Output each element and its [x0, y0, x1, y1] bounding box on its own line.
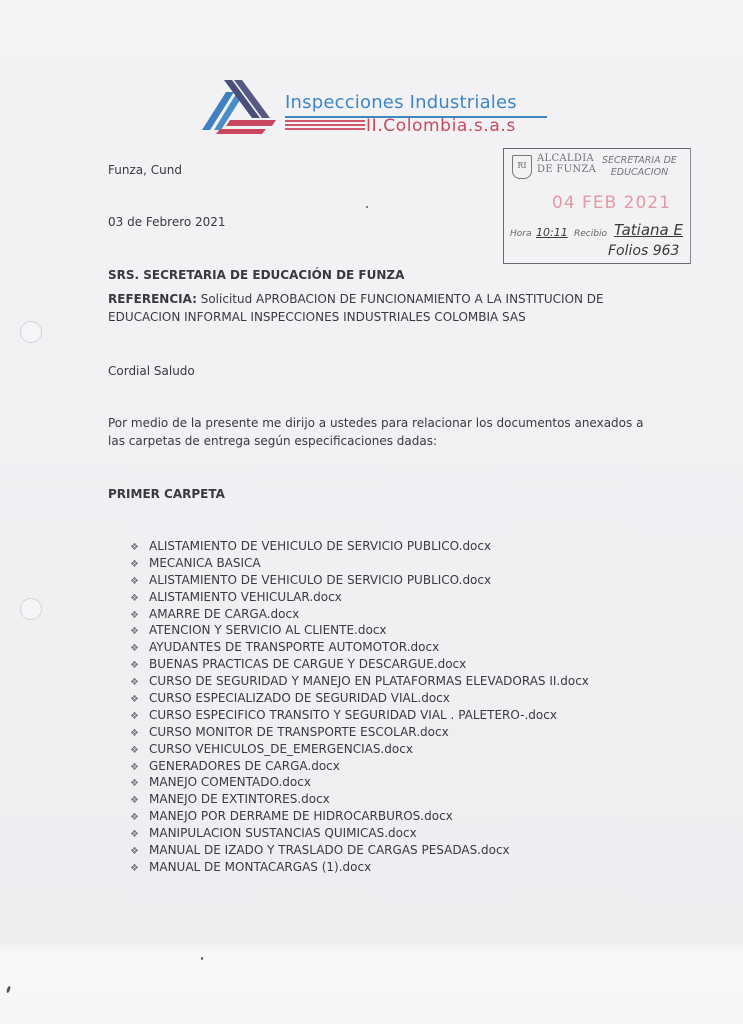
scan-speck — [366, 206, 368, 208]
list-item — [130, 555, 589, 572]
diamond-bullet-icon: ❖ — [130, 778, 139, 790]
list-item — [130, 606, 589, 623]
stamp-folios: Folios 963 — [608, 243, 680, 259]
document-name: GENERADORES DE CARGA.docx — [149, 758, 340, 773]
document-name: CURSO ESPECIFICO TRANSITO Y SEGURIDAD VIAL . PALETERO-.docx — [149, 707, 557, 722]
diamond-bullet-icon: ❖ — [130, 542, 139, 553]
page-fold-line — [0, 953, 743, 955]
company-letterhead — [188, 78, 558, 138]
letter-date: 03 de Febrero 2021 — [108, 215, 226, 229]
list-item — [130, 791, 589, 808]
stamp-entity: ALCALDIA DE FUNZA — [537, 153, 597, 175]
document-name: ATENCION Y SERVICIO AL CLIENTE.docx — [149, 623, 387, 638]
document-name: CURSO ESPECIALIZADO DE SEGURIDAD VIAL.docx — [149, 691, 450, 706]
stamp-recibio-signature: Tatiana E — [614, 221, 683, 239]
list-item — [130, 589, 589, 606]
stamp-department: SECRETARIA DE EDUCACION — [602, 155, 677, 178]
punch-hole-top — [20, 321, 42, 343]
list-item — [130, 673, 589, 690]
body-line2: las carpetas de entrega según especificaciones dadas: — [108, 434, 438, 448]
document-name: ALISTAMIENTO DE VEHICULO DE SERVICIO PUBLICO.docx — [149, 572, 492, 587]
diamond-bullet-icon: ❖ — [130, 677, 139, 689]
diamond-bullet-icon: ❖ — [130, 846, 139, 858]
section-title: PRIMER CARPETA — [108, 487, 225, 501]
document-name: AYUDANTES DE TRANSPORTE AUTOMOTOR.docx — [149, 640, 440, 655]
document-name: ALISTAMIENTO DE VEHICULO DE SERVICIO PUBLICO.docx — [149, 539, 492, 553]
reference-line1: REFERENCIA: Solicitud APROBACION DE FUNCIONAMIENTO A LA INSTITUCION DE — [108, 292, 604, 306]
stamp-hora-label: Hora — [510, 229, 532, 239]
diamond-bullet-icon: ❖ — [130, 862, 139, 874]
company-name-line1: Inspecciones Industriales — [285, 92, 517, 113]
company-name-line2: II.Colombia.s.a.s — [366, 116, 516, 136]
diamond-bullet-icon: ❖ — [130, 795, 139, 807]
document-name: CURSO DE SEGURIDAD Y MANEJO EN PLATAFORMAS ELEVADORAS II.docx — [149, 674, 589, 689]
list-item — [130, 572, 589, 589]
document-list — [130, 538, 589, 876]
diamond-bullet-icon: ❖ — [130, 710, 139, 722]
diamond-bullet-icon: ❖ — [130, 761, 139, 773]
scan-speck — [201, 957, 203, 960]
document-name: ALISTAMIENTO VEHICULAR.docx — [149, 589, 342, 604]
document-name: MANUAL DE IZADO Y TRASLADO DE CARGAS PESADAS.docx — [149, 843, 510, 858]
diamond-bullet-icon: ❖ — [130, 727, 139, 739]
list-item — [130, 774, 589, 791]
list-item — [130, 825, 589, 842]
list-item — [130, 538, 589, 555]
document-name: AMARRE DE CARGA.docx — [149, 606, 300, 621]
company-logo-icon — [188, 78, 278, 136]
list-item — [130, 808, 589, 825]
stamp-recibio-label: Recibio — [574, 229, 607, 239]
list-item — [130, 690, 589, 707]
punch-hole-bottom — [20, 598, 42, 620]
list-item — [130, 859, 589, 876]
document-name: MANEJO DE EXTINTORES.docx — [149, 792, 330, 807]
diamond-bullet-icon: ❖ — [130, 694, 139, 706]
list-item — [130, 842, 589, 859]
diamond-bullet-icon: ❖ — [130, 558, 139, 570]
body-line1: Por medio de la presente me dirijo a ustedes para relacionar los documentos anexados a — [108, 416, 644, 430]
document-name: MECANICA BASICA — [149, 555, 261, 570]
diamond-bullet-icon: ❖ — [130, 592, 139, 604]
document-name: MANIPULACION SUSTANCIAS QUIMICAS.docx — [149, 826, 417, 841]
reference-label: REFERENCIA: — [108, 292, 197, 306]
reference-line2: EDUCACION INFORMAL INSPECCIONES INDUSTRIALES COLOMBIA SAS — [108, 310, 526, 324]
diamond-bullet-icon: ❖ — [130, 575, 139, 587]
list-item — [130, 639, 589, 656]
diamond-bullet-icon: ❖ — [130, 829, 139, 841]
list-item — [130, 656, 589, 673]
list-item — [130, 724, 589, 741]
list-item — [130, 758, 589, 775]
list-item — [130, 707, 589, 724]
document-name: CURSO VEHICULOS_DE_EMERGENCIAS.docx — [149, 741, 413, 756]
scan-speck — [6, 986, 11, 994]
diamond-bullet-icon: ❖ — [130, 626, 139, 638]
stamp-hora-value: 10:11 — [536, 226, 568, 239]
diamond-bullet-icon: ❖ — [130, 744, 139, 756]
list-item — [130, 741, 589, 758]
list-item — [130, 622, 589, 639]
document-name: BUENAS PRACTICAS DE CARGUE Y DESCARGUE.docx — [149, 657, 467, 672]
reception-stamp — [503, 148, 691, 264]
brand-stripes — [285, 120, 365, 132]
diamond-bullet-icon: ❖ — [130, 812, 139, 824]
document-name: MANEJO COMENTADO.docx — [149, 775, 311, 790]
municipal-shield-icon: RI — [512, 155, 532, 179]
diamond-bullet-icon: ❖ — [130, 643, 139, 655]
diamond-bullet-icon: ❖ — [130, 660, 139, 672]
document-name: CURSO MONITOR DE TRANSPORTE ESCOLAR.docx — [149, 724, 449, 739]
letter-place: Funza, Cund — [108, 163, 182, 177]
stamp-received-date: 04 FEB 2021 — [552, 193, 671, 213]
document-name: MANUAL DE MONTACARGAS (1).docx — [149, 859, 372, 874]
greeting: Cordial Saludo — [108, 364, 195, 378]
document-name: MANEJO POR DERRAME DE HIDROCARBUROS.docx — [149, 809, 453, 824]
recipient: SRS. SECRETARIA DE EDUCACIÓN DE FUNZA — [108, 268, 405, 282]
diamond-bullet-icon: ❖ — [130, 609, 139, 621]
